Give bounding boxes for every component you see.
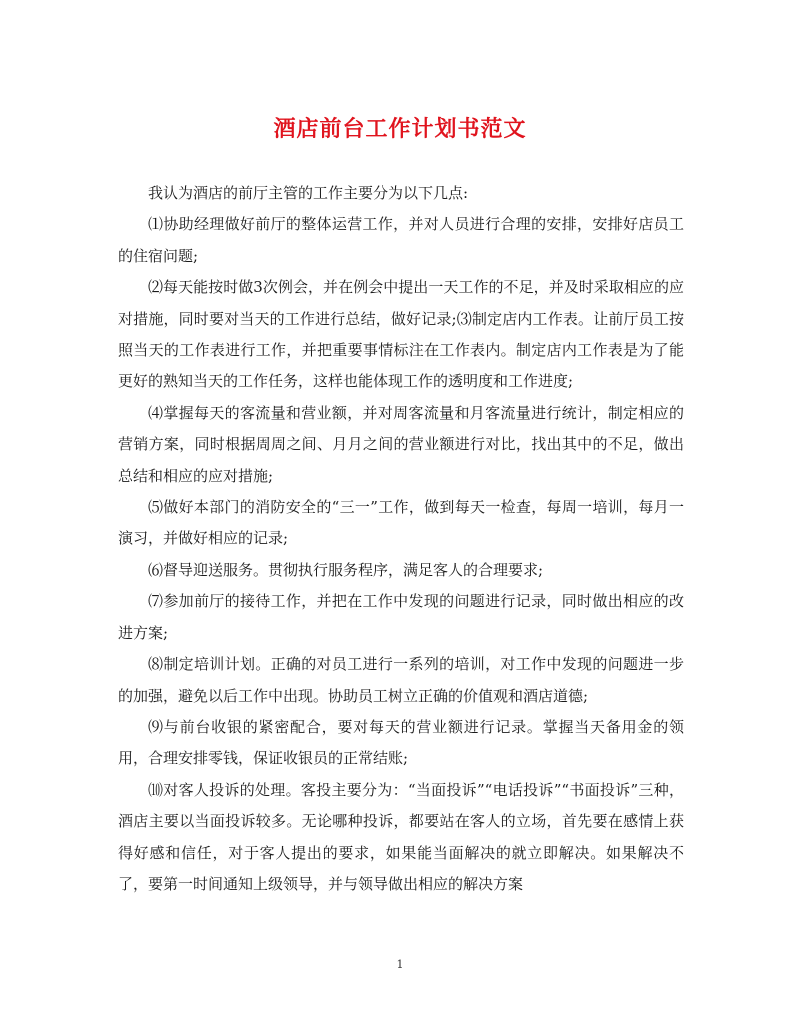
paragraph-item-7: ⑺参加前厅的接待工作，并把在工作中发现的问题进行记录，同时做出相应的改进方案;	[118, 592, 684, 642]
document-title: 酒店前台工作计划书范文	[273, 116, 527, 142]
paragraph-intro: 我认为酒店的前厅主管的工作主要分为以下几点:	[148, 184, 469, 202]
paragraph-item-6: ⑹督导迎送服务。贯彻执行服务程序，满足客人的合理要求;	[148, 560, 544, 579]
paragraph-item-10: ⑽对客人投诉的处理。客投主要分为：“当面投诉”“电话投诉”“书面投诉”三种，酒店主要以当面投诉较多。无论哪种投诉，都要站在客人的立场，首先要在感情上获得好感和信任，对于客人提出的要求，如果能当面解决的就立即解决。如果解决不了，要第一时间通知上级领导，并与领导做出相应的解决方案	[118, 780, 684, 893]
paragraph-item-9: ⑼与前台收银的紧密配合，要对每天的营业额进行记录。掌握当天备用金的领用，合理安排零钱，保证收银员的正常结账;	[118, 717, 684, 768]
paragraph-item-2-3: ⑵每天能按时做3次例会，并在例会中提出一天工作的不足，并及时采取相应的应对措施，同时要对当天的工作进行总结，做好记录;⑶制定店内工作表。让前厅员工按照当天的工作表进行工作，并把重要事情标注在工作表内。制定店内工作表是为了能更好的熟知当天的工作任务，这样也能体现工作的透明度和工作进度;	[118, 278, 684, 391]
paragraph-item-5: ⑸做好本部门的消防安全的“三一”工作，做到每天一检查，每周一培训，每月一演习，并做好相应的记录;	[118, 498, 684, 548]
document-body	[118, 178, 684, 900]
page-number: 1	[396, 958, 404, 971]
paragraph-item-1: ⑴协助经理做好前厅的整体运营工作，并对人员进行合理的安排，安排好店员工的住宿问题;	[118, 215, 684, 265]
paragraph-item-8: ⑻制定培训计划。正确的对员工进行一系列的培训，对工作中发现的问题进一步的加强，避免以后工作中出现。协助员工树立正确的价值观和酒店道德;	[118, 655, 684, 705]
paragraph-item-4: ⑷掌握每天的客流量和营业额，并对周客流量和月客流量进行统计，制定相应的营销方案，同时根据周周之间、月月之间的营业额进行对比，找出其中的不足，做出总结和相应的应对措施;	[118, 403, 684, 485]
